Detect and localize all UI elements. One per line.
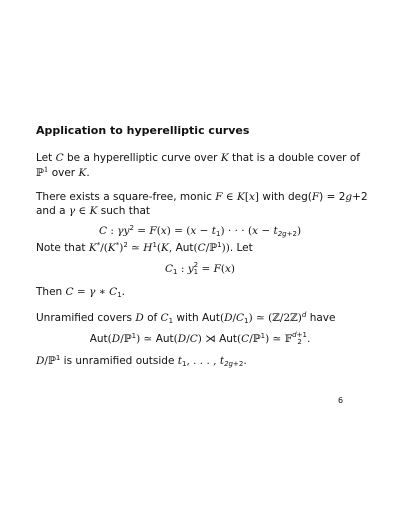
page-number: 6 (338, 396, 344, 405)
paragraph-1-line-2: ℙ$^1$ over K. (36, 166, 90, 179)
paragraph-6: D/ℙ$^1$ is unramified outside $t_1$, . . . , $t_{2g+2}$. (36, 354, 247, 368)
paragraph-5: Unramified covers D of $C_1$ with $Aut(D/C_1)$ ≃ (ℤ/2ℤ)$^d$ have (36, 311, 336, 325)
paragraph-1-line-1: Let C be a hyperelliptic curve over K that is a double cover of (36, 152, 360, 164)
section-heading: Application to hyperelliptic curves (36, 124, 250, 137)
equation-c1: $C_1$ : y 2 1 = F(x) (164, 261, 236, 276)
paragraph-3: Note that $K^*/(K^*)^2$ ≃ $H^1(K$, Aut(C/ℙ$^1$)). Let (36, 241, 253, 254)
paragraph-2-line-2: and a γ ∈ K such that (36, 205, 151, 217)
equation-aut: Aut(D/ℙ$^1$) ≃ Aut(D/C) ⋊ Aut(C/ℙ$^1$) ≃ 𝔽 d+1 2 . (89, 331, 311, 346)
paragraph-2-line-1: There exists a square-free, monic F ∈ K[x] with deg(F) = 2g+2 (36, 191, 368, 203)
paragraph-4: Then C = γ ∗ $C_1$. (36, 286, 126, 299)
equation-curve: C : $\gamma y^2 = F(x) = (x - t_1)$ · · · $(x - t_{2g+2})$ (98, 224, 302, 238)
